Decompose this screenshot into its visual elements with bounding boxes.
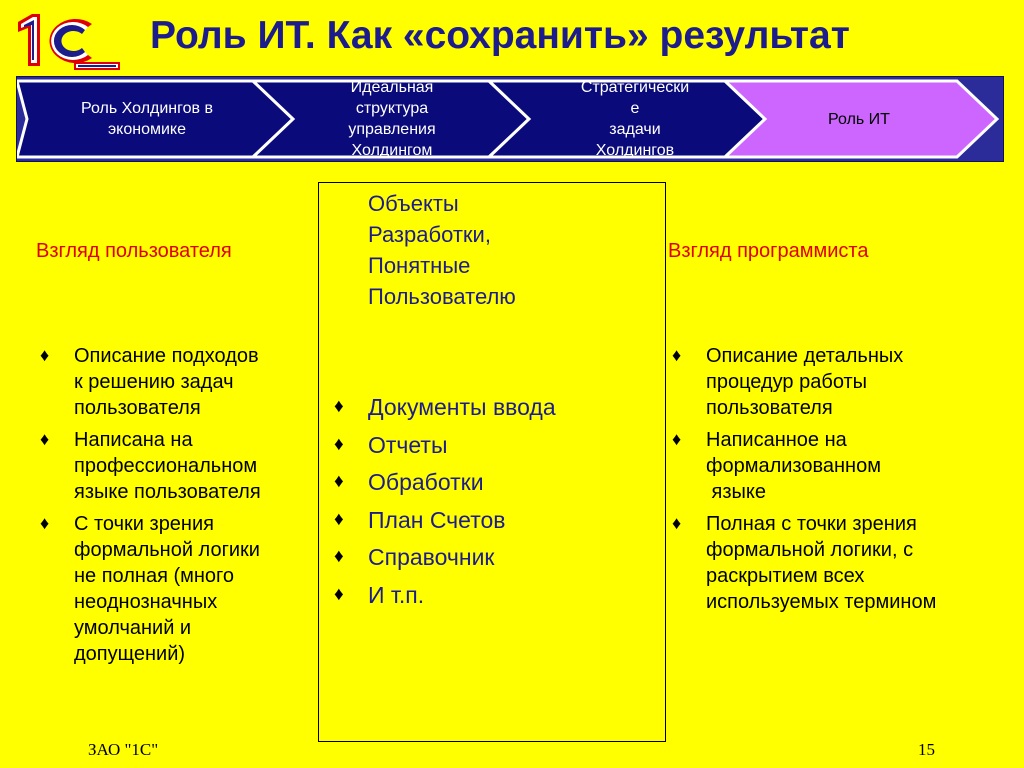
list-item: ♦ Обработки	[334, 469, 484, 495]
list-item: ♦ Написанное на формализованном языке	[672, 427, 1012, 505]
list-item: ♦ План Счетов	[334, 506, 506, 533]
diamond-bullet-icon: ♦	[672, 513, 682, 533]
user-view-heading: Взгляд пользователя	[36, 240, 232, 262]
list-item: ♦ Полная с точки зрения формальной логики, с раскрытием всех используемых термином	[672, 511, 1012, 615]
footer-company: ЗАО "1С"	[88, 740, 159, 759]
chevron-step-2: Идеальная структура управления Холдингом	[348, 79, 436, 159]
chevron-step-4-active: Роль ИТ	[828, 110, 890, 128]
user-view-list	[40, 343, 320, 673]
diamond-bullet-icon: ♦	[40, 513, 50, 533]
list-item: ♦ Написана на профессиональном языке пользователя	[40, 427, 320, 505]
diamond-bullet-icon: ♦	[334, 508, 344, 530]
list-item: ♦ С точки зрения формальной логики не полная (много неоднозначных умолчаний и допущений)	[40, 511, 320, 667]
list-item: ♦ И т.п.	[334, 581, 425, 608]
chevron-step-1: Роль Холдингов в экономике	[81, 100, 213, 138]
list-item: ♦ Справочник	[334, 544, 495, 570]
diamond-bullet-icon: ♦	[672, 345, 682, 365]
development-objects-heading: Объекты Разработки, Понятные Пользователю	[368, 191, 516, 309]
1c-logo-icon	[12, 8, 124, 72]
page-number: 15	[918, 740, 935, 759]
process-chevron-bar	[16, 76, 1004, 162]
diamond-bullet-icon: ♦	[334, 396, 344, 417]
list-item: ♦ Отчеты	[334, 431, 448, 458]
diamond-bullet-icon: ♦	[672, 429, 682, 449]
list-item: ♦ Описание подходов к решению задач пользователя	[40, 343, 320, 421]
programmer-view-heading: Взгляд программиста	[668, 240, 869, 262]
diamond-bullet-icon: ♦	[40, 345, 50, 365]
diamond-bullet-icon: ♦	[334, 546, 344, 567]
diamond-bullet-icon: ♦	[334, 583, 344, 605]
diamond-bullet-icon: ♦	[334, 471, 344, 492]
programmer-view-list	[672, 343, 1012, 621]
list-item: ♦ Описание детальных процедур работы пользователя	[672, 343, 1012, 421]
development-objects-list	[334, 392, 556, 617]
list-item: ♦ Документы ввода	[334, 394, 556, 420]
diamond-bullet-icon: ♦	[40, 429, 50, 449]
page-title: Роль ИТ. Как «сохранить» результат	[150, 14, 850, 57]
chevron-step-3: Стратегически е задачи Холдингов	[580, 79, 690, 159]
diamond-bullet-icon: ♦	[334, 433, 344, 455]
